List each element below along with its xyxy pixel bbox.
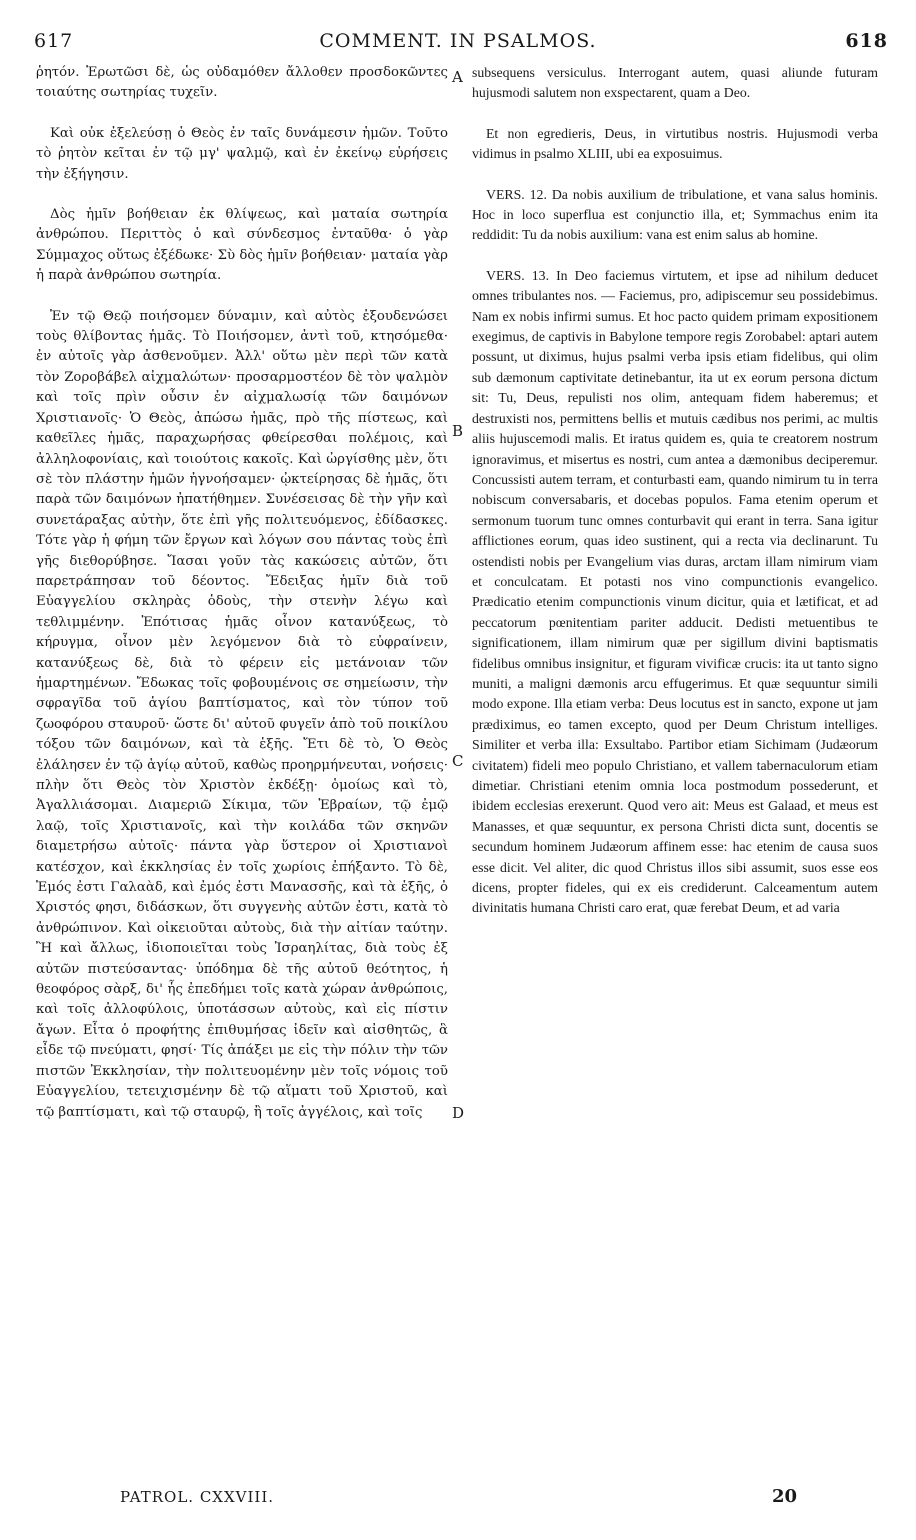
greek-paragraph: Δὸς ἡμῖν βοήθειαν ἐκ θλίψεως, καὶ ματαία σωτηρία ἀνθρώπου. Περιττὸς ὁ καὶ σύνδεσμος ἐνταῦθα· ὁ γὰρ Σύμμαχος οὕτως ἐξέδωκε· Σὺ δὸς ἡμῖν βοήθειαν· ματαία γὰρ ἡ παρὰ ἀνθρώπου σωτηρία. bbox=[36, 207, 448, 284]
right-page-number: 618 bbox=[845, 30, 888, 52]
latin-column bbox=[472, 63, 878, 919]
greek-paragraph: Ἐν τῷ Θεῷ ποιήσομεν δύναμιν, καὶ αὐτὸς ἐξουδενώσει τοὺς θλίβοντας ἡμᾶς. Τὸ Ποιήσομεν, ἀντὶ τοῦ, κτησόμεθα· ἐν αὐτοῖς γὰρ ἀσθενοῦμεν. Ἀλλ' οὕτω μὲν περὶ τῶν κατὰ τὸν Ζοροβάβελ αἰχμαλώτων· προσαρμοστέον δὲ τὸν ψαλμὸν καὶ τοῖς πρὶν οὖσιν ἐν αἰχμαλωσίᾳ τῶν δαιμόνων Χριστιανοῖς· Ὁ Θεὸς, ἀπώσω ἡμᾶς, πρὸ τῆς πίστεως, καὶ καθεῖλες ἡμᾶς, παραχωρήσας φθείρεσθαι πολέμοις, καὶ ἀλληλοφονίαις, καὶ τοιούτοις κακοῖς. Καὶ ὠργίσθης μὲν, ὅτι σὲ τὸν πλάστην ἡμῶν ἠγνοήσαμεν· ᾠκτείρησας δὲ ἡμᾶς, ὅτι παρὰ τῶν δαιμόνων ἠπατήθημεν. Συνέσεισας δὲ τὴν γῆν καὶ συνετάραξας αὐτὴν, ὅτε ἐπὶ γῆς πολιτευόμενος, ἐδίδασκες. Τότε γὰρ ἡ φήμη τῶν ἔργων καὶ λόγων σου πάντας τοὺς ἐπὶ γῆς διεθορύβησε. Ἴασαι γοῦν τὰς κακώσεις αὐτῶν, ὅτι παρετράπησαν τοῦ δέοντος. Ἔδειξας ἡμῖν διὰ τοῦ Εὐαγγελίου σκληρὰς ὁδοὺς, τὴν στενὴν λέγω καὶ τεθλιμμένην. Ἐπότισας ἡμᾶς οἶνον κατανύξεως, τὸ κήρυγμα, οἶνον μὲν λεγόμενον διὰ τὸ εὐφραίνειν, κατανύξεως δὲ, διὰ τὸ φέρειν εἰς μετάνοιαν τῶν ἡμαρτημένων. Ἔδωκας τοῖς φοβουμένοις σε σημείωσιν, τὴν σφραγῖδα τοῦ ἁγίου βαπτίσματος, καὶ τὸν τύπον τοῦ ζωοφόρου σταυροῦ· ὥστε δι' αὐτοῦ φυγεῖν ἀπὸ τοῦ ποικίλου τόξου τῶν δαιμόνων, καὶ τὰ ἑξῆς. Ἔτι δὲ τὸ, Ὁ Θεὸς ἐλάλησεν ἐν τῷ ἁγίῳ αὐτοῦ, καθὼς προηρμήνευται, νοήσεις· πλὴν ὅτι Θεὸς τὸν Χριστὸν ἐκδέξῃ· ὁμοίως καὶ τὸ, Ἀγαλλιάσομαι. Διαμεριῶ Σίκιμα, τῶν Ἑβραίων, τῷ ἐμῷ λαῷ, τοῖς Χριστιανοῖς, καὶ τὴν κοιλάδα τῶν σκηνῶν διαμετρήσω αὐτοῖς· πάντα γὰρ ὕστερον οἱ Χριστιανοὶ κατέσχον, καὶ ἐκκλησίας ἐν τοῖς χωρίοις ἐπήξαντο. Τὸ δὲ, Ἐμός ἐστι Γαλαὰδ, καὶ ἐμός ἐστι Μανασσῆς, καὶ τὰ ἑξῆς, ὁ Χριστός φησι, διδάσκων, ὅτι συγγενὴς αὐτῶν ἐστι, κατὰ τὸ ἀνθρώπινον. Καὶ οἰκειοῦται αὐτοὺς, διὰ τὴν αἰτίαν ταύτην. Ἢ καὶ ἄλλως, ἰδιοποιεῖται τοὺς Ἰσραηλίτας, διὰ τοὺς ἐξ αὐτῶν πιστεύσαντας· ὑπόδημα δὲ τῆς αὐτοῦ θεότητος, ἡ θεοφόρος σὰρξ, δι' ἧς ἐπεδήμει τοῖς κατὰ χώραν ἀνθρώποις, καὶ τοῖς ἀλλοφύλοις, ὑποτάσσων αὐτοὺς, καὶ εἰς πίστιν ἄγων. Εἶτα ὁ προφήτης ἐπιθυμήσας ἰδεῖν καὶ αἰσθητῶς, ἃ εἶδε τῷ πνεύματι, φησί· Τίς ἀπάξει με εἰς τὴν πόλιν τὴν τῶν πιστῶν Ἐκκλησίαν, τὴν πολιτευομένην μὲν τοῖς νόμοις τοῦ Εὐαγγελίου, τετειχισμένην δὲ τῷ αἵματι τοῦ Χριστοῦ, καὶ τῷ βαπτίσματι, καὶ τῷ σταυρῷ, ἢ τοῖς ἀγγέλοις, καὶ τοῖς bbox=[36, 308, 448, 1120]
margin-letter: A bbox=[452, 68, 463, 86]
left-page-number: 617 bbox=[34, 30, 74, 52]
greek-paragraph: Καὶ οὐκ ἐξελεύσῃ ὁ Θεὸς ἐν ταῖς δυνάμεσιν ἡμῶν. Τοῦτο τὸ ῥητὸν κεῖται ἐν τῷ μγ' ψαλμῷ, καὶ ἐν ἐκείνῳ εὑρήσεις τὴν ἐξήγησιν. bbox=[36, 125, 448, 182]
margin-letter: B bbox=[452, 422, 464, 440]
latin-paragraph: VERS. 13. In Deo faciemus virtutem, et ipse ad nihilum deducet omnes tribulantes nos. — Faciemus, pro, adipiscemur seu possidebimus. Nam ex nobis infirmi sumus. Et hoc pacto quidem primam expositionem exegimus, de captivis in Babylone tempore regis Zorobabel: aptari autem possunt, ut diximus, hujus psalmi verba ipsis etiam fidelibus, qui olim sub dæmonum captivitate detinebantur, ita ut ex eorum persona dictum sit: Tu, Deus, repulisti nos olim, antequam fidem haberemus; et destruxisti nos, permittens bellis et mutuis cædibus nos perimi, ac multis aliis hujuscemodi malis. Et iratus quidem es, quia te creatorem nostrum ignoravimus, et misertus es nostri, cum antea a dæmonibus deciperemur. Concussisti autem terram, et conturbasti eam, quando nimirum tu in terra nobiscum conversabaris, et docebas populos. Fama etenim operum et sermonum tuorum tunc omnes conturbavit qui erant in terra. Sana igitur afflictiones eorum, quas ideo sustinent, qui a recta via declinarunt. Tu ostendisti nobis per Evangelium vias duras, arctam illam nimirum viam et conculcatam. Et potasti nos vino compunctionis evangelico. Prædicatio etenim compunctionis vinum dicitur, quia et lætificat, et ad peccatorum pœnitentiam pariter adducit. Dedisti metuentibus te significationem, illam nimirum quæ per sigillum divini baptismatis fidelibus omnibus insignitur, et figuram vivificæ crucis: ita ut tanto signo muniti, a maligni dæmonis arcu effugerimus. Et quæ sequuntur simili modo expone. Illa etiam verba: Deus locutus est in sancto, expone ut jam prædiximus, eo tamen excepto, quod per Deum Christum intelliges. Similiter et verba illa: Exsultabo. Partibor etiam Sichimam (Judæorum civitatem) fideli meo populo Christiano, et vallem tabernaculorum etiam dimetiar. Christiani etenim omnia loca postmodum possederunt, et ibidem ecclesias erexerunt. Quod vero ait: Meus est Galaad, et meus est Manasses, et quæ sequuntur, ex persona Christi dicta sunt, docentis se secundum hominem Judæorum affinem esse: hac etenim de causa suos esse dicit. Vel aliter, dic quod Christus illos sibi assumit, suos esse eos dicens, propter fideles, qui ex eis crediderunt. Calceamentum autem divinitatis humana Christi caro erat, quæ ferebat Deum, et ad varia bbox=[472, 267, 878, 916]
volume-footer: PATROL. CXXVIII. bbox=[120, 1488, 275, 1506]
latin-paragraph: subsequens versiculus. Interrogant autem, quasi aliunde futuram hujusmodi salutem non exspectarent, quam a Deo. bbox=[472, 65, 878, 101]
margin-letter: D bbox=[452, 1104, 465, 1122]
latin-paragraph: VERS. 12. Da nobis auxilium de tribulatione, et vana salus hominis. Hoc in loco superflua est conjunctio illa, et; Symmachus enim ita reddidit: Tu da nobis auxilium: vana est enim salus ab homine. bbox=[472, 186, 878, 243]
greek-paragraph: ῥητόν. Ἐρωτῶσι δὲ, ὡς οὐδαμόθεν ἄλλοθεν προσδοκῶντες τοιαύτης σωτηρίας τυχεῖν. bbox=[36, 65, 448, 101]
signature-mark: 20 bbox=[772, 1486, 798, 1507]
greek-column bbox=[36, 63, 448, 1123]
running-title: COMMENT. IN PSALMOS. bbox=[319, 30, 597, 52]
latin-paragraph: Et non egredieris, Deus, in virtutibus nostris. Hujusmodi verba vidimus in psalmo XLIII, ubi ea exposuimus. bbox=[472, 125, 878, 162]
margin-letter: C bbox=[452, 752, 464, 770]
